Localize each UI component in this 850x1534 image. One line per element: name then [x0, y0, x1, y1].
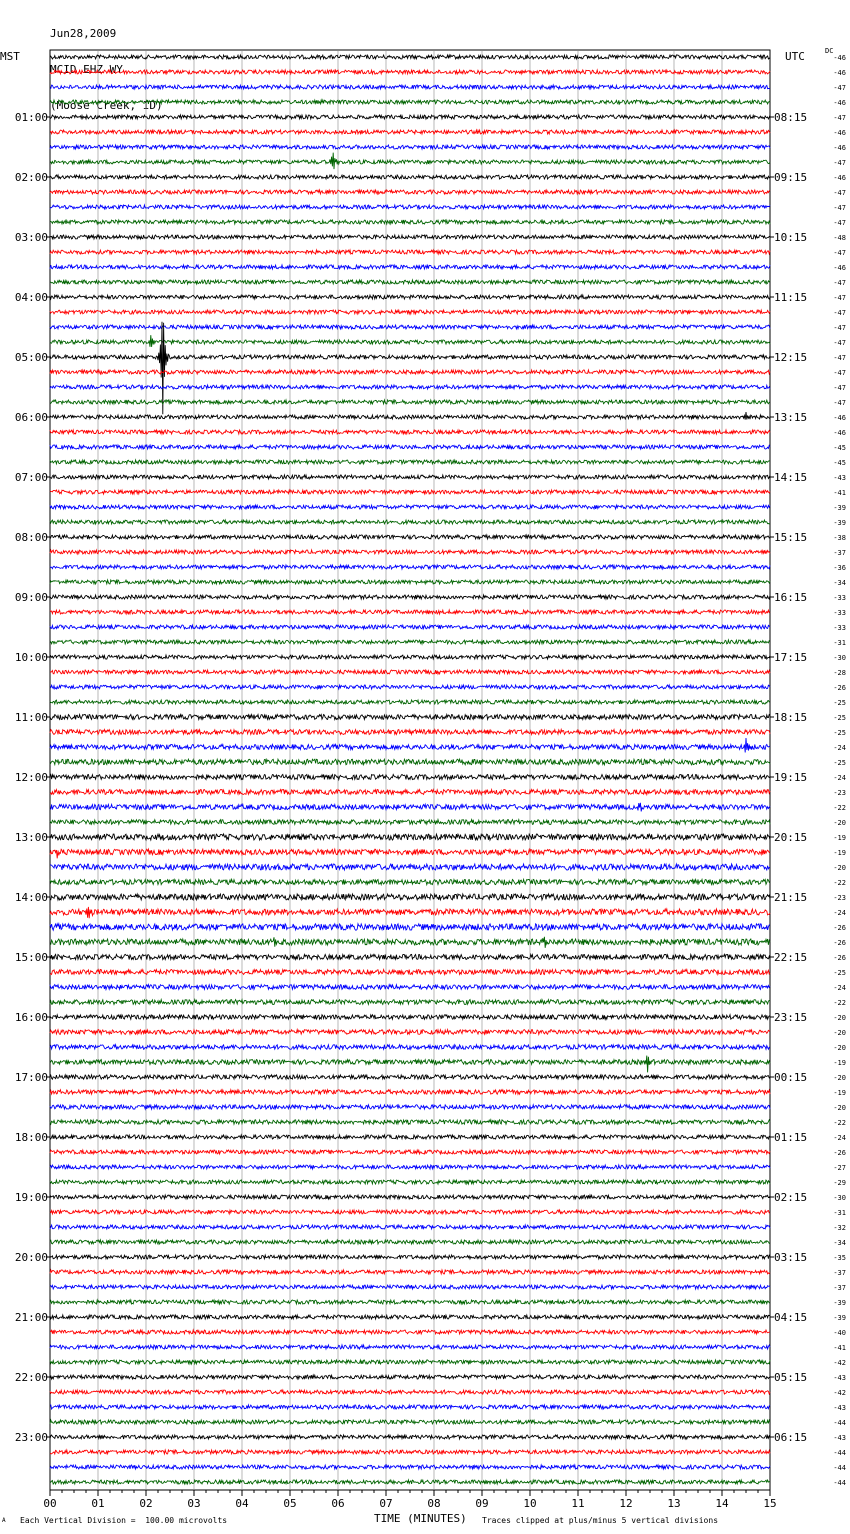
utc-hour-label: 05:15 — [774, 1371, 808, 1384]
x-tick-label: 06 — [331, 1497, 345, 1510]
trace-row — [50, 190, 770, 194]
trace-row — [50, 1255, 770, 1259]
trace-row — [50, 130, 770, 134]
trace-row — [50, 250, 770, 254]
dc-offset-label: -23 — [833, 789, 846, 797]
mst-hour-label: 21:00 — [14, 1311, 48, 1324]
mst-hour-label: 11:00 — [14, 711, 48, 724]
footer-mark: A — [2, 1517, 6, 1524]
dc-offset-label: -28 — [833, 669, 846, 677]
dc-offset-label: -22 — [833, 999, 846, 1007]
trace-row — [50, 335, 770, 347]
trace-row — [50, 1375, 770, 1379]
mst-hour-label: 20:00 — [14, 1251, 48, 1264]
utc-hour-label: 09:15 — [774, 171, 808, 184]
dc-offset-label: -47 — [833, 249, 846, 257]
trace-row — [50, 759, 770, 765]
dc-offset-label: -47 — [833, 294, 846, 302]
trace-row — [50, 864, 770, 870]
trace-row — [50, 295, 770, 299]
trace-row — [50, 1240, 770, 1244]
utc-hour-label: 12:15 — [774, 351, 808, 364]
dc-offset-label: -46 — [833, 144, 846, 152]
dc-offset-label: -34 — [833, 1239, 846, 1247]
dc-offset-label: -19 — [833, 834, 846, 842]
trace-row — [50, 370, 770, 374]
dc-offset-label: -47 — [833, 384, 846, 392]
dc-offset-label: -20 — [833, 1014, 846, 1022]
dc-offset-label: -46 — [833, 414, 846, 422]
trace-row — [50, 55, 770, 59]
trace-row — [50, 1435, 770, 1439]
dc-offset-label: -47 — [833, 354, 846, 362]
mst-hour-label: 23:00 — [14, 1431, 48, 1444]
dc-offset-label: -35 — [833, 1254, 846, 1262]
trace-row — [50, 640, 770, 644]
mst-hour-label: 03:00 — [14, 231, 48, 244]
trace-row — [50, 153, 770, 169]
utc-hour-label: 16:15 — [774, 591, 808, 604]
trace-row — [50, 924, 770, 930]
dc-offset-label: -47 — [833, 189, 846, 197]
x-tick-label: 13 — [667, 1497, 681, 1510]
trace-row — [50, 1015, 770, 1020]
mst-hour-label: 05:00 — [14, 351, 48, 364]
dc-offset-label: -42 — [833, 1389, 846, 1397]
dc-offset-label: -33 — [833, 624, 846, 632]
dc-offset-label: -46 — [833, 69, 846, 77]
dc-offset-label: -34 — [833, 579, 846, 587]
trace-row — [50, 803, 770, 812]
mst-hour-label: 08:00 — [14, 531, 48, 544]
utc-hour-label: 21:15 — [774, 891, 808, 904]
dc-offset-label: -25 — [833, 699, 846, 707]
left-timezone-label: MST — [0, 50, 20, 63]
trace-row — [50, 235, 770, 239]
trace-row — [50, 1420, 770, 1424]
dc-offset-label: -39 — [833, 1299, 846, 1307]
trace-row — [50, 535, 770, 539]
dc-offset-label: -24 — [833, 774, 846, 782]
date-label: Jun28,2009 — [50, 27, 117, 40]
trace-row — [50, 1270, 770, 1274]
dc-offset-label: -23 — [833, 894, 846, 902]
dc-offset-label: -47 — [833, 309, 846, 317]
mst-hour-label: 04:00 — [14, 291, 48, 304]
dc-label: DC — [825, 47, 834, 55]
trace-row — [50, 220, 770, 224]
dc-offset-label: -47 — [833, 204, 846, 212]
dc-offset-label: -25 — [833, 714, 846, 722]
trace-row — [50, 100, 770, 104]
dc-offset-label: -26 — [833, 924, 846, 932]
mst-hour-label: 19:00 — [14, 1191, 48, 1204]
x-tick-label: 08 — [427, 1497, 441, 1510]
trace-row — [50, 505, 770, 509]
dc-offset-label: -20 — [833, 1074, 846, 1082]
trace-row — [50, 1000, 770, 1005]
dc-offset-label: -47 — [833, 159, 846, 167]
dc-offset-label: -31 — [833, 1209, 846, 1217]
dc-offset-label: -43 — [833, 474, 846, 482]
dc-offset-label: -24 — [833, 744, 846, 752]
utc-hour-label: 08:15 — [774, 111, 808, 124]
dc-offset-label: -19 — [833, 1089, 846, 1097]
dc-offset-label: -39 — [833, 1314, 846, 1322]
dc-offset-label: -20 — [833, 819, 846, 827]
trace-row — [50, 445, 770, 449]
dc-offset-label: -26 — [833, 939, 846, 947]
dc-offset-label: -22 — [833, 879, 846, 887]
x-tick-label: 12 — [619, 1497, 633, 1510]
trace-row — [50, 790, 770, 795]
dc-offset-label: -39 — [833, 519, 846, 527]
utc-hour-label: 20:15 — [774, 831, 808, 844]
trace-row — [50, 1090, 770, 1094]
x-axis-title: TIME (MINUTES) — [374, 1512, 467, 1525]
dc-offset-label: -37 — [833, 1269, 846, 1277]
mst-hour-label: 13:00 — [14, 831, 48, 844]
trace-row — [50, 610, 770, 614]
dc-offset-label: -30 — [833, 1194, 846, 1202]
dc-offset-label: -47 — [833, 114, 846, 122]
dc-offset-label: -47 — [833, 369, 846, 377]
mst-hour-label: 01:00 — [14, 111, 48, 124]
x-tick-label: 03 — [187, 1497, 201, 1510]
trace-row — [50, 1045, 770, 1050]
utc-hour-label: 22:15 — [774, 951, 808, 964]
trace-row — [50, 1135, 770, 1139]
trace-row — [50, 685, 770, 689]
dc-offset-label: -40 — [833, 1329, 846, 1337]
dc-offset-label: -26 — [833, 954, 846, 962]
dc-offset-label: -47 — [833, 339, 846, 347]
utc-hour-label: 03:15 — [774, 1251, 808, 1264]
dc-offset-label: -48 — [833, 234, 846, 242]
dc-offset-label: -19 — [833, 1059, 846, 1067]
dc-offset-label: -32 — [833, 1224, 846, 1232]
dc-offset-label: -20 — [833, 1029, 846, 1037]
trace-row — [50, 625, 770, 629]
trace-row — [50, 325, 770, 329]
utc-hour-label: 15:15 — [774, 531, 808, 544]
utc-hour-label: 19:15 — [774, 771, 808, 784]
dc-offset-label: -30 — [833, 654, 846, 662]
x-tick-label: 05 — [283, 1497, 297, 1510]
dc-offset-label: -46 — [833, 99, 846, 107]
dc-offset-label: -37 — [833, 1284, 846, 1292]
dc-offset-label: -24 — [833, 909, 846, 917]
trace-row — [50, 1450, 770, 1454]
trace-group — [50, 55, 770, 1484]
trace-row — [50, 670, 770, 674]
x-tick-label: 11 — [571, 1497, 585, 1510]
trace-row — [50, 775, 770, 780]
dc-offset-label: -20 — [833, 1104, 846, 1112]
trace-row — [50, 520, 770, 524]
dc-offset-label: -46 — [833, 129, 846, 137]
trace-row — [50, 550, 770, 554]
trace-row — [50, 412, 770, 420]
trace-row — [50, 1480, 770, 1484]
x-tick-label: 00 — [43, 1497, 57, 1510]
trace-row — [50, 85, 770, 89]
trace-row — [50, 1300, 770, 1304]
mst-hour-label: 18:00 — [14, 1131, 48, 1144]
mst-hour-label: 22:00 — [14, 1371, 48, 1384]
trace-row — [50, 1360, 770, 1364]
x-tick-label: 01 — [91, 1497, 105, 1510]
utc-hour-label: 23:15 — [774, 1011, 808, 1024]
utc-hour-label: 14:15 — [774, 471, 808, 484]
mst-hour-label: 02:00 — [14, 171, 48, 184]
mst-hour-label: 12:00 — [14, 771, 48, 784]
dc-offset-label: -43 — [833, 1434, 846, 1442]
utc-hour-label: 04:15 — [774, 1311, 808, 1324]
dc-offset-label: -29 — [833, 1179, 846, 1187]
dc-offset-label: -25 — [833, 969, 846, 977]
dc-offset-label: -19 — [833, 849, 846, 857]
utc-hour-label: 02:15 — [774, 1191, 808, 1204]
dc-offset-label: -44 — [833, 1449, 846, 1457]
utc-hour-label: 17:15 — [774, 651, 808, 664]
dc-offset-label: -24 — [833, 984, 846, 992]
dc-offset-label: -20 — [833, 864, 846, 872]
trace-row — [50, 849, 770, 858]
mst-hour-label: 10:00 — [14, 651, 48, 664]
dc-offset-label: -47 — [833, 399, 846, 407]
dc-offset-label: -39 — [833, 504, 846, 512]
trace-row — [50, 1225, 770, 1229]
trace-row — [50, 820, 770, 825]
mst-hour-label: 15:00 — [14, 951, 48, 964]
dc-offset-label: -38 — [833, 534, 846, 542]
trace-row — [50, 937, 770, 948]
trace-row — [50, 879, 770, 884]
location-label: (Moose Creek, ID) — [50, 99, 163, 112]
trace-row — [50, 1345, 770, 1349]
mst-hour-label: 16:00 — [14, 1011, 48, 1024]
dc-offset-label: -25 — [833, 759, 846, 767]
trace-row — [50, 280, 770, 284]
dc-offset-label: -41 — [833, 489, 846, 497]
utc-hour-label: 00:15 — [774, 1071, 808, 1084]
dc-offset-label: -45 — [833, 444, 846, 452]
trace-row — [50, 1030, 770, 1035]
utc-hour-label: 10:15 — [774, 231, 808, 244]
trace-row — [50, 970, 770, 975]
x-tick-label: 10 — [523, 1497, 537, 1510]
trace-row — [50, 400, 770, 404]
trace-row — [50, 1165, 770, 1169]
dc-offset-label: -31 — [833, 639, 846, 647]
trace-row — [50, 834, 770, 840]
right-timezone-label: UTC — [785, 50, 805, 63]
trace-row — [50, 738, 770, 753]
trace-row — [50, 70, 770, 74]
x-tick-label: 14 — [715, 1497, 729, 1510]
mst-hour-label: 14:00 — [14, 891, 48, 904]
trace-row — [50, 1285, 770, 1289]
dc-offset-label: -45 — [833, 459, 846, 467]
trace-row — [50, 1330, 770, 1334]
dc-offset-label: -22 — [833, 804, 846, 812]
dc-offset-label: -43 — [833, 1404, 846, 1412]
dc-offset-label: -25 — [833, 729, 846, 737]
dc-offset-label: -44 — [833, 1464, 846, 1472]
trace-row — [50, 1315, 770, 1319]
dc-offset-label: -22 — [833, 1119, 846, 1127]
dc-offset-label: -42 — [833, 1359, 846, 1367]
trace-row — [50, 1105, 770, 1109]
trace-row — [50, 310, 770, 314]
trace-row — [50, 460, 770, 464]
trace-row — [50, 145, 770, 149]
dc-offset-label: -33 — [833, 594, 846, 602]
trace-row — [50, 565, 770, 569]
trace-row — [50, 1390, 770, 1394]
axis-labels — [15, 54, 846, 1510]
trace-row — [50, 1195, 770, 1199]
trace-row — [50, 655, 770, 659]
trace-row — [50, 730, 770, 735]
trace-row — [50, 1075, 770, 1079]
x-tick-label: 02 — [139, 1497, 153, 1510]
dc-offset-label: -33 — [833, 609, 846, 617]
trace-row — [50, 715, 770, 720]
dc-offset-label: -46 — [833, 54, 846, 62]
trace-row — [50, 1120, 770, 1124]
trace-row — [50, 322, 770, 415]
dc-offset-label: -43 — [833, 1374, 846, 1382]
x-tick-label: 09 — [475, 1497, 489, 1510]
trace-row — [50, 1150, 770, 1154]
trace-row — [50, 954, 770, 959]
clip-note: Traces clipped at plus/minus 5 vertical divisions — [482, 1516, 719, 1525]
trace-row — [50, 985, 770, 990]
trace-row — [50, 1405, 770, 1409]
trace-row — [50, 595, 770, 599]
utc-hour-label: 13:15 — [774, 411, 808, 424]
scale-note: Each Vertical Division = 100.00 microvolts — [20, 1516, 228, 1525]
trace-row — [50, 205, 770, 209]
dc-offset-label: -47 — [833, 279, 846, 287]
dc-offset-label: -44 — [833, 1419, 846, 1427]
trace-row — [50, 580, 770, 584]
trace-row — [50, 115, 770, 119]
trace-row — [50, 1210, 770, 1214]
x-tick-label: 07 — [379, 1497, 393, 1510]
trace-row — [50, 175, 770, 179]
utc-hour-label: 11:15 — [774, 291, 808, 304]
dc-offset-label: -26 — [833, 1149, 846, 1157]
dc-offset-label: -26 — [833, 684, 846, 692]
trace-row — [50, 490, 770, 494]
trace-row — [50, 475, 770, 479]
dc-offset-label: -27 — [833, 1164, 846, 1172]
utc-hour-label: 18:15 — [774, 711, 808, 724]
dc-offset-label: -46 — [833, 429, 846, 437]
trace-row — [50, 894, 770, 900]
dc-offset-label: -46 — [833, 174, 846, 182]
dc-offset-label: -36 — [833, 564, 846, 572]
trace-row — [50, 1465, 770, 1469]
station-label: MCID EHZ WY — [50, 63, 123, 76]
x-tick-label: 04 — [235, 1497, 249, 1510]
dc-offset-label: -37 — [833, 549, 846, 557]
trace-row — [50, 1180, 770, 1184]
mst-hour-label: 09:00 — [14, 591, 48, 604]
utc-hour-label: 01:15 — [774, 1131, 808, 1144]
utc-hour-label: 06:15 — [774, 1431, 808, 1444]
trace-row — [50, 1056, 770, 1073]
mst-hour-label: 07:00 — [14, 471, 48, 484]
dc-offset-label: -47 — [833, 324, 846, 332]
trace-row — [50, 907, 770, 918]
mst-hour-label: 17:00 — [14, 1071, 48, 1084]
dc-offset-label: -20 — [833, 1044, 846, 1052]
trace-row — [50, 265, 770, 269]
dc-offset-label: -24 — [833, 1134, 846, 1142]
dc-offset-label: -41 — [833, 1344, 846, 1352]
trace-row — [50, 700, 770, 704]
trace-row — [50, 385, 770, 389]
mst-hour-label: 06:00 — [14, 411, 48, 424]
dc-offset-label: -44 — [833, 1479, 846, 1487]
dc-offset-label: -46 — [833, 264, 846, 272]
dc-offset-label: -47 — [833, 84, 846, 92]
x-tick-label: 15 — [763, 1497, 777, 1510]
trace-row — [50, 430, 770, 434]
dc-offset-label: -47 — [833, 219, 846, 227]
